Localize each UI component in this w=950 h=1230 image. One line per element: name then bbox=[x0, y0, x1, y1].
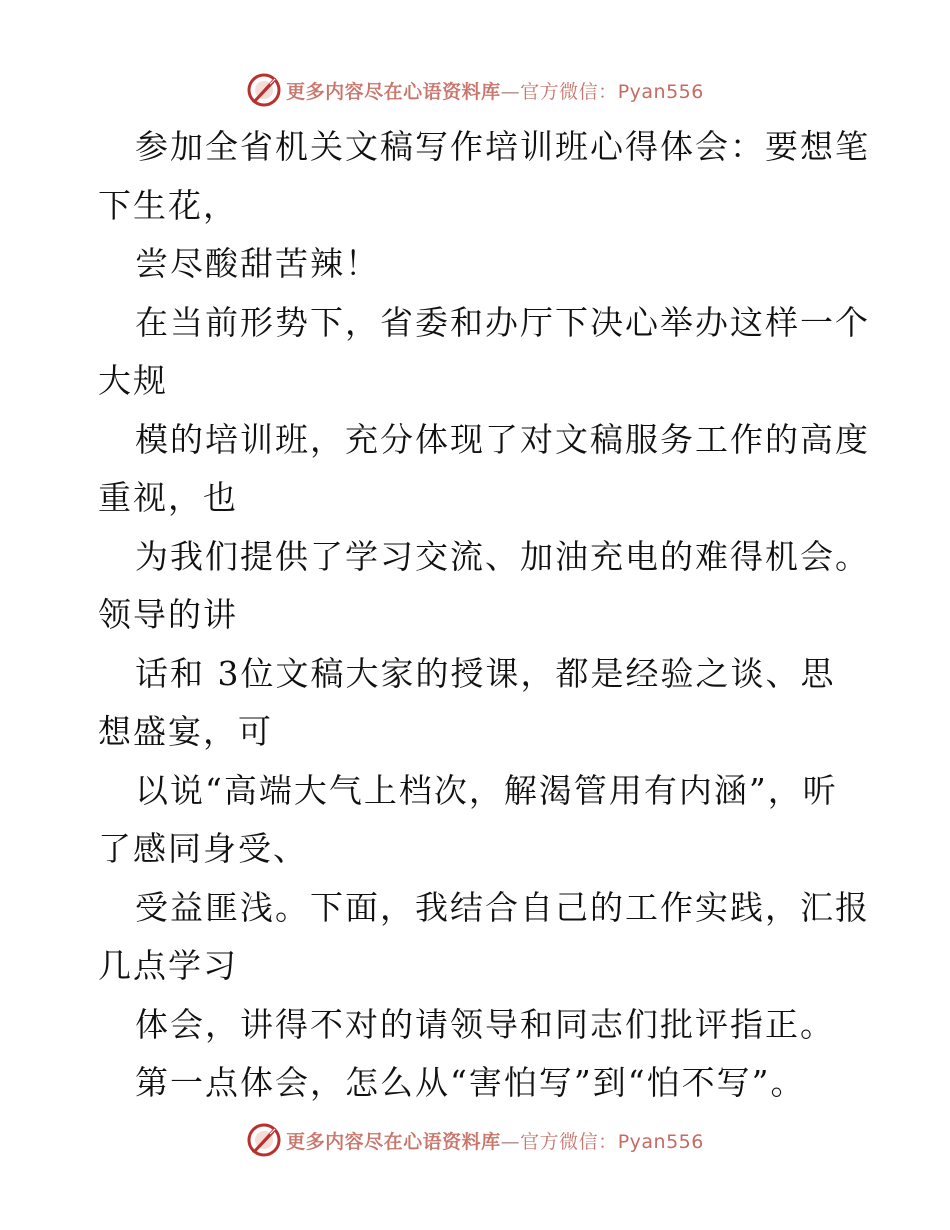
body-line: 参加全省机关文稿写作培训班心得体会：要想笔 bbox=[135, 127, 870, 166]
quill-logo-icon bbox=[246, 1122, 282, 1158]
footer-banner-main: 更多内容尽在心语资料库 bbox=[286, 1130, 501, 1153]
body-line: 尝尽酸甜苦辣！ bbox=[135, 244, 380, 283]
footer-banner-wechat-id: Pyan556 bbox=[617, 1130, 704, 1153]
body-line: 模的培训班，充分体现了对文稿服务工作的高度 bbox=[135, 419, 870, 459]
document-body bbox=[98, 118, 870, 1113]
body-line: 想盛宴，可 bbox=[98, 712, 273, 751]
body-line: 下生花， bbox=[98, 185, 238, 225]
footer-banner-text bbox=[286, 1127, 704, 1154]
header-banner-wechat-label: 官方微信： bbox=[520, 80, 618, 103]
body-line: 受益匪浅。下面，我结合自己的工作实践，汇报 bbox=[135, 887, 870, 927]
body-line: 领导的讲 bbox=[98, 595, 238, 634]
body-line: 了感同身受、 bbox=[98, 829, 308, 868]
footer-banner-separator: — bbox=[500, 1130, 521, 1153]
body-line: 以说“高端大气上档次，解渴管用有内涵”，听 bbox=[135, 770, 838, 810]
body-line: 为我们提供了学习交流、加油充电的难得机会。 bbox=[135, 536, 870, 576]
body-line: 大规 bbox=[98, 361, 168, 400]
header-banner bbox=[0, 70, 950, 110]
body-line: 重视，也 bbox=[98, 478, 238, 517]
header-banner-text bbox=[286, 77, 704, 104]
body-line: 第一点体会，怎么从“害怕写”到“怕不写”。 bbox=[135, 1063, 806, 1102]
body-line: 几点学习 bbox=[98, 946, 238, 985]
header-banner-wechat-id: Pyan556 bbox=[617, 80, 704, 103]
header-banner-separator: — bbox=[500, 80, 521, 103]
body-line: 话和 3位文稿大家的授课，都是经验之谈、思 bbox=[135, 653, 836, 693]
header-banner-main: 更多内容尽在心语资料库 bbox=[286, 80, 501, 103]
footer-banner-wechat-label: 官方微信： bbox=[520, 1130, 618, 1153]
footer-banner bbox=[0, 1120, 950, 1160]
quill-logo-icon bbox=[246, 72, 282, 108]
body-line: 体会，讲得不对的请领导和同志们批评指正。 bbox=[135, 1004, 835, 1044]
body-line: 在当前形势下，省委和办厅下决心举办这样一个 bbox=[135, 302, 870, 342]
